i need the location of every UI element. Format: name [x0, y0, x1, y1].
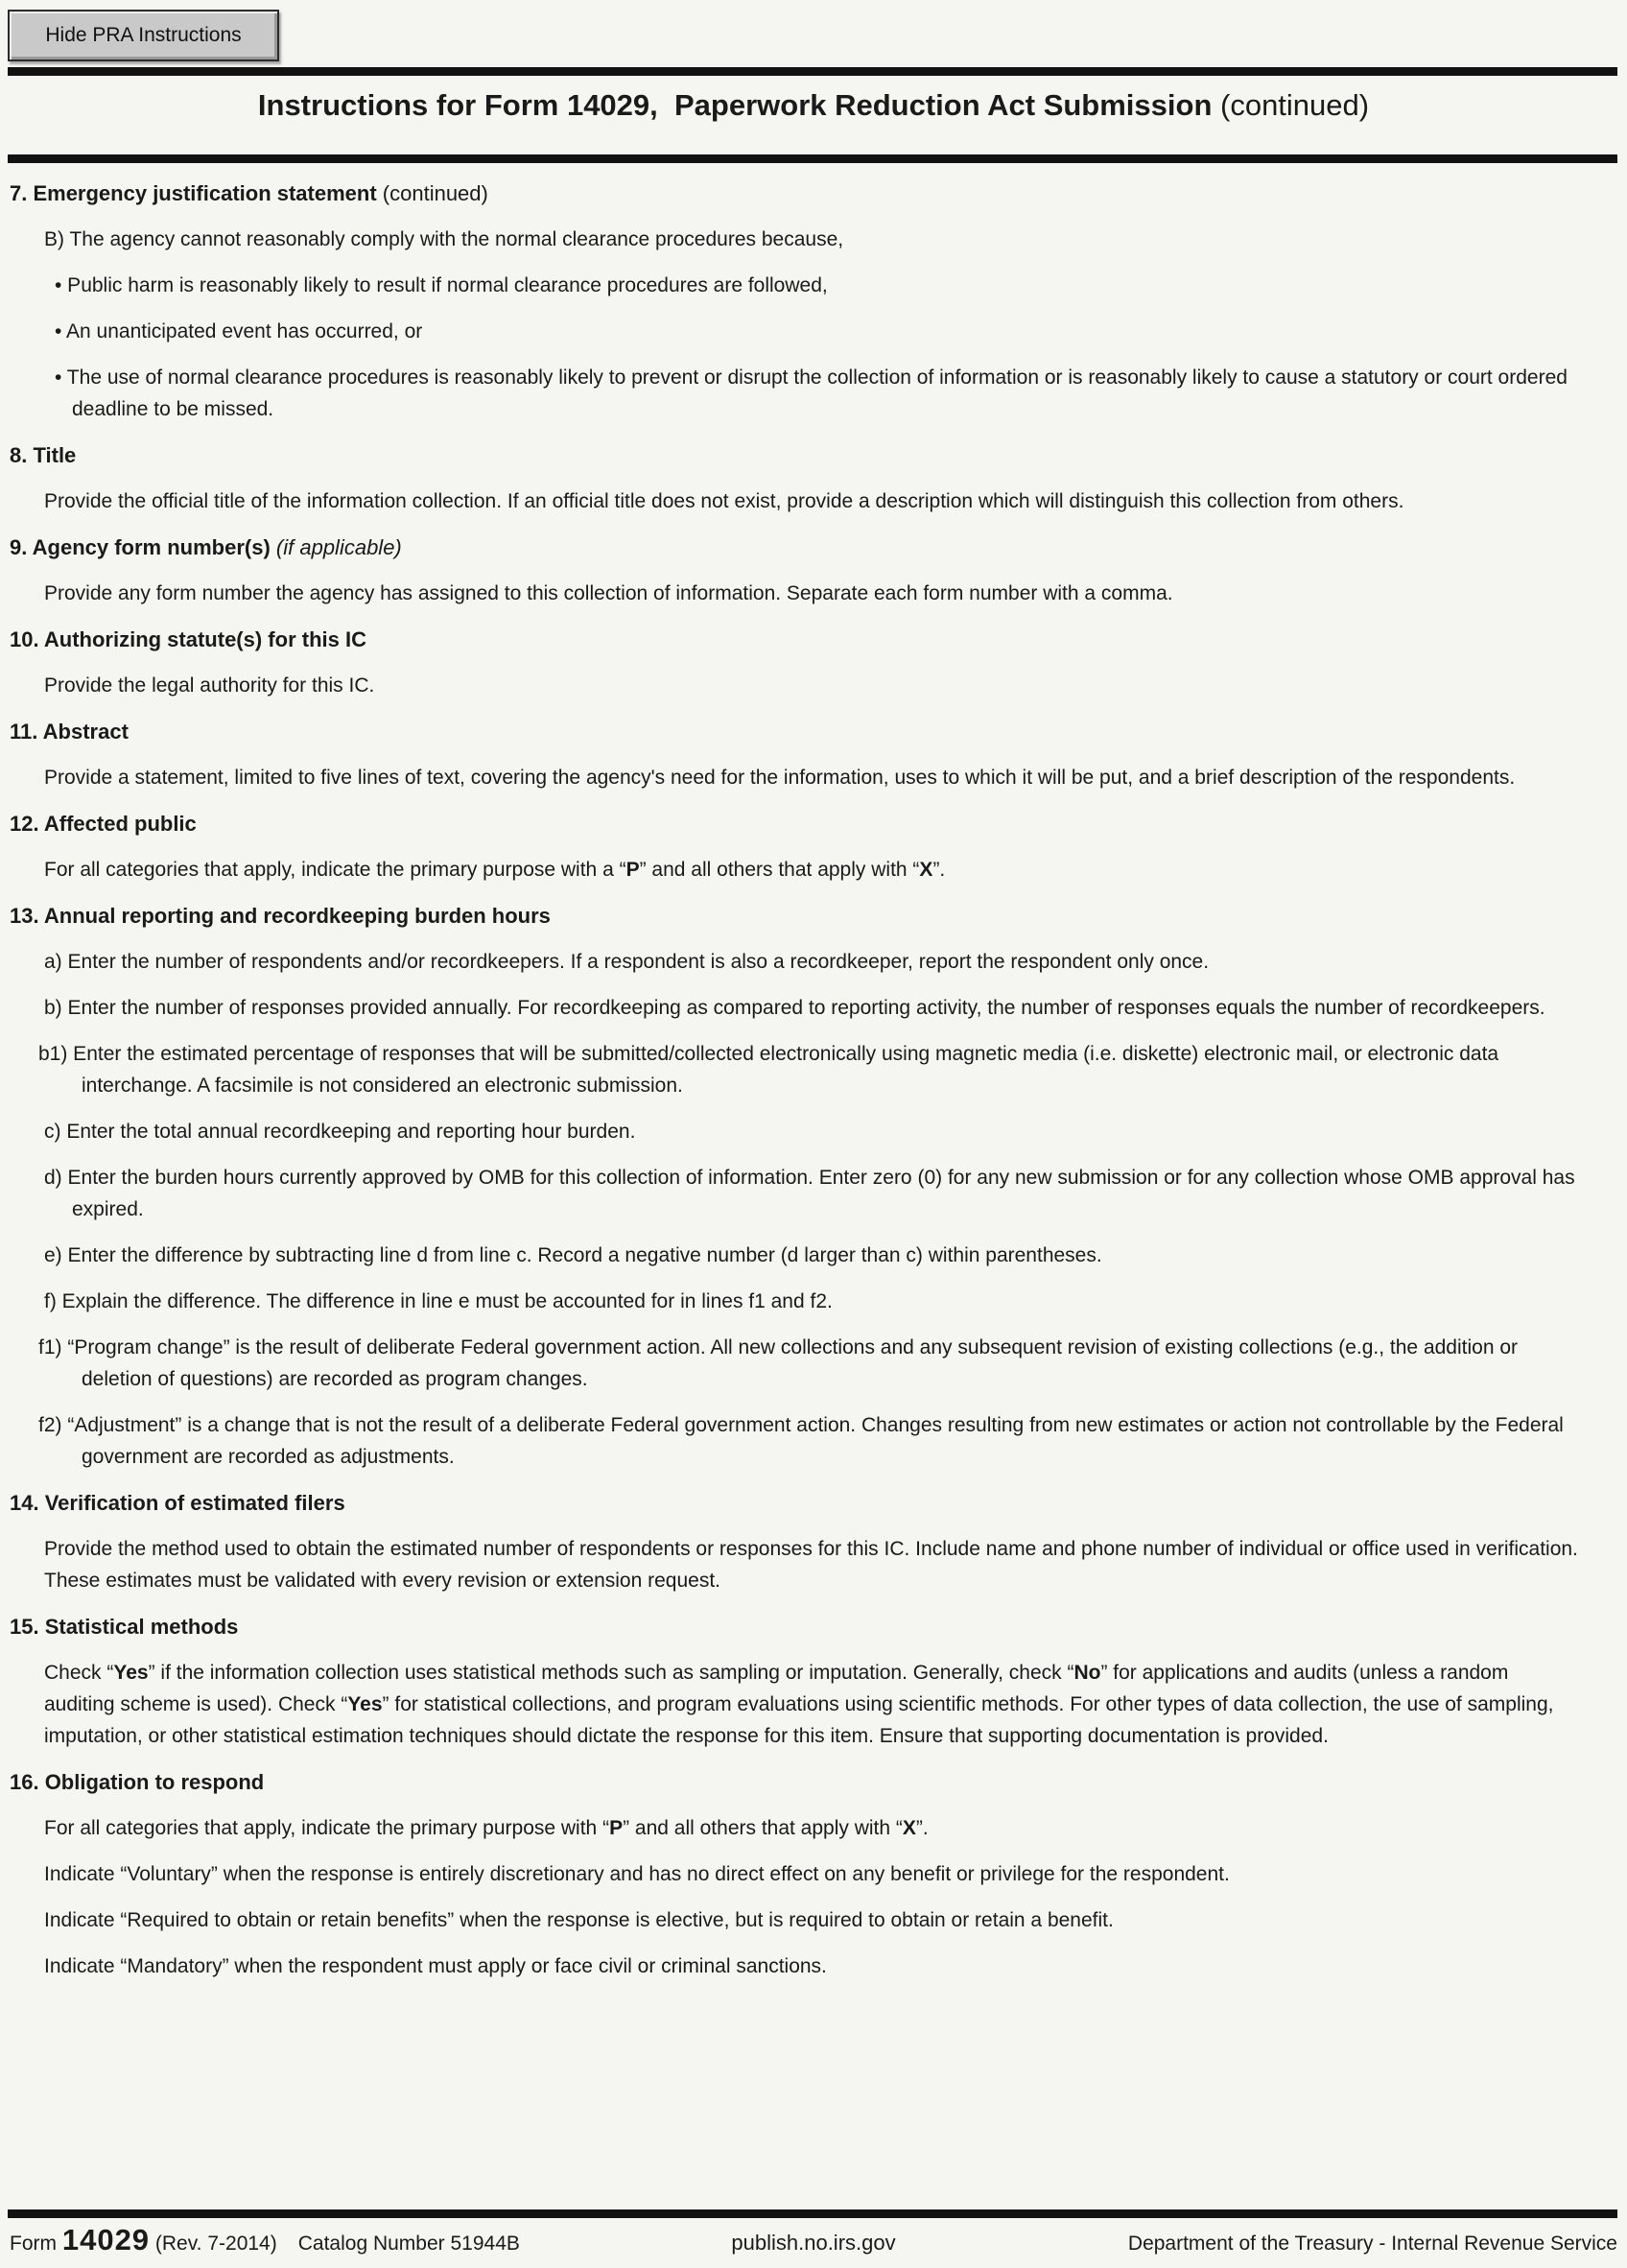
section-heading: 16. Obligation to respond: [10, 1770, 265, 1794]
agency-name: Department of the Treasury - Internal Revenue Service: [1127, 2233, 1617, 2255]
revision-label: (Rev. 7-2014): [150, 2233, 277, 2255]
doc-paragraph: For all categories that apply, indicate the primary purpose with a “P” and all others that apply with “X”.: [44, 859, 946, 881]
doc-paragraph: Provide a statement, limited to five lines of text, covering the agency's need for the information, uses to which it will be put, and a brief description of the respondents.: [44, 767, 1516, 789]
doc-paragraph: f) Explain the difference. The difference in line e must be accounted for in lines f1 and f2.: [44, 1290, 833, 1312]
doc-paragraph: Provide any form number the agency has assigned to this collection of information. Separate each form number with a comma.: [44, 582, 1173, 604]
top-rule: [8, 67, 1617, 76]
doc-paragraph: f1) “Program change” is the result of deliberate Federal government action. All new collections and any subsequent revision of existing collections (e.g., the addition or deletion of questions) are recorded as program changes.: [38, 1336, 1519, 1390]
section-heading: 10. Authorizing statute(s) for this IC: [10, 627, 366, 651]
section-heading: 8. Title: [10, 443, 77, 467]
section-heading: 11. Abstract: [10, 720, 129, 744]
section-heading: 12. Affected public: [10, 812, 197, 836]
site-url: publish.no.irs.gov: [731, 2231, 896, 2255]
doc-paragraph: • Public harm is reasonably likely to result if normal clearance procedures are followed,: [55, 274, 828, 296]
section-heading: 13. Annual reporting and recordkeeping burden hours: [10, 904, 551, 928]
page-title-continued: (continued): [1212, 88, 1370, 122]
doc-paragraph: Check “Yes” if the information collection uses statistical methods such as sampling or imputation. Generally, check “No” for applications and audits (unless a random auditing scheme is used). Check “Yes” for statistical collections, and program evaluations using scientific methods. For other types of data collection, the use of sampling, imputation, or other statistical estimation techniques should dictate the response for this item. Ensure that supporting documentation is provided.: [44, 1662, 1554, 1747]
doc-paragraph: • An unanticipated event has occurred, or: [55, 320, 423, 343]
doc-paragraph: B) The agency cannot reasonably comply with the normal clearance procedures because,: [44, 228, 844, 250]
doc-paragraph: Indicate “Required to obtain or retain benefits” when the response is elective, but is required to obtain or retain a benefit.: [44, 1909, 1114, 1931]
footer-rule: [8, 2209, 1617, 2218]
page-title-main: Instructions for Form 14029, Paperwork Reduction Act Submission: [257, 88, 1213, 122]
section-heading: 14. Verification of estimated filers: [10, 1491, 345, 1515]
section-heading: 9. Agency form number(s) (if applicable): [10, 535, 402, 559]
hide-pra-instructions-button[interactable]: Hide PRA Instructions: [8, 10, 279, 61]
form-label: Form: [10, 2233, 57, 2255]
doc-paragraph: b1) Enter the estimated percentage of responses that will be submitted/collected electronically using magnetic media (i.e. diskette) electronic mail, or electronic data interchange. A facsimile is not considered an electronic submission.: [38, 1043, 1499, 1097]
doc-paragraph: For all categories that apply, indicate the primary purpose with “P” and all others that apply with “X”.: [44, 1817, 929, 1839]
form-number: 14029: [61, 2223, 151, 2256]
section-heading: 15. Statistical methods: [10, 1615, 239, 1639]
doc-paragraph: c) Enter the total annual recordkeeping and reporting hour burden.: [44, 1121, 636, 1143]
doc-paragraph: Provide the legal authority for this IC.: [44, 674, 375, 697]
page-title: [0, 88, 1627, 123]
doc-paragraph: Indicate “Mandatory” when the respondent must apply or face civil or criminal sanctions.: [44, 1955, 827, 1977]
doc-paragraph: Provide the method used to obtain the estimated number of respondents or responses for this IC. Include name and phone number of individual or office used in verification. These estimates must be validated with every revision or extension request.: [44, 1538, 1578, 1592]
title-rule: [8, 154, 1617, 163]
doc-paragraph: e) Enter the difference by subtracting line d from line c. Record a negative number (d larger than c) within parentheses.: [44, 1244, 1102, 1266]
doc-paragraph: a) Enter the number of respondents and/or recordkeepers. If a respondent is also a recordkeeper, report the respondent only once.: [44, 951, 1210, 973]
doc-paragraph: f2) “Adjustment” is a change that is not the result of a deliberate Federal government action. Changes resulting from new estimates or action not controllable by the Federal government are recorded as adjustments.: [38, 1414, 1564, 1468]
doc-paragraph: • The use of normal clearance procedures is reasonably likely to prevent or disrupt the collection of information or is reasonably likely to cause a statutory or court ordered deadline to be missed.: [55, 366, 1568, 420]
doc-body: [8, 175, 1583, 1996]
doc-paragraph: Provide the official title of the information collection. If an official title does not exist, provide a description which will distinguish this collection from others.: [44, 490, 1404, 512]
doc-paragraph: b) Enter the number of responses provided annually. For recordkeeping as compared to reporting activity, the number of responses equals the number of recordkeepers.: [44, 997, 1545, 1019]
section-heading: 7. Emergency justification statement (continued): [10, 181, 488, 205]
doc-paragraph: Indicate “Voluntary” when the response is entirely discretionary and has no direct effect on any benefit or privilege for the respondent.: [44, 1863, 1230, 1885]
catalog-number: Catalog Number 51944B: [297, 2233, 520, 2255]
doc-paragraph: d) Enter the burden hours currently approved by OMB for this collection of information. Enter zero (0) for any new submission or for any collection whose OMB approval has expired.: [44, 1167, 1575, 1220]
